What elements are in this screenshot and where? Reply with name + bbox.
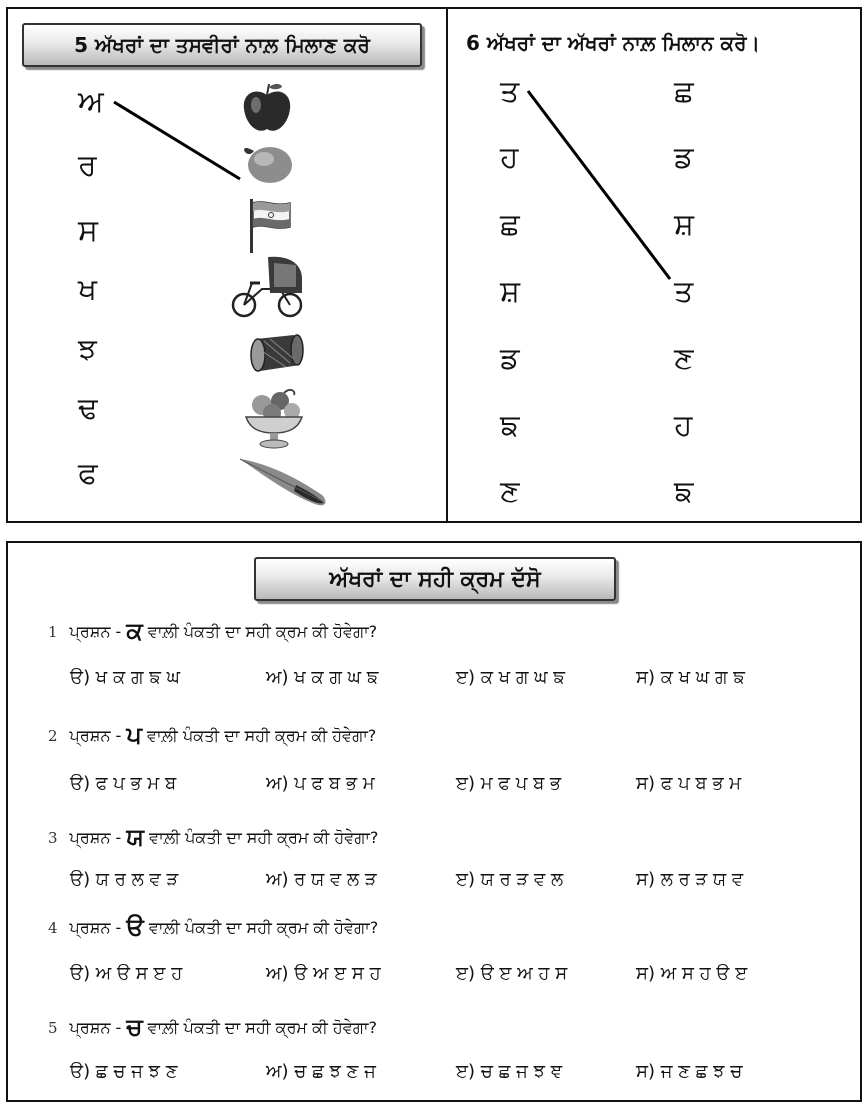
ex5-letter-2[interactable]: ਰ: [78, 148, 97, 183]
option-b[interactable]: ਅ) ਪ ਫ ਬ ਭ ਮ: [266, 773, 375, 794]
question-number: 3: [48, 829, 58, 847]
option-a[interactable]: ੳ) ਛ ਚ ਜ ਝ ਣ: [70, 1061, 178, 1082]
ex6-left-letter-3[interactable]: ਛ: [500, 207, 520, 242]
option-d[interactable]: ਸ) ਕ ਖ ਘ ਗ ਙ: [636, 667, 745, 688]
option-d[interactable]: ਸ) ਫ ਪ ਬ ਭ ਮ: [636, 773, 742, 794]
ex5-letter-3[interactable]: ਸ: [78, 213, 98, 248]
option-c[interactable]: ੲ) ਕ ਖ ਗ ਘ ਙ: [456, 667, 565, 688]
option-c[interactable]: ੲ) ਮ ਫ ਪ ਬ ਭ: [456, 773, 562, 794]
option-d[interactable]: ਸ) ਜ ਣ ਛ ਝ ਚ: [636, 1061, 743, 1082]
option-b[interactable]: ਅ) ਖ ਕ ਗ ਘ ਙ: [266, 667, 379, 688]
ex6-right-letter-4[interactable]: ਤ: [674, 274, 694, 309]
question-3: [48, 823, 378, 851]
ex5-match-line: [8, 9, 448, 523]
question-key-letter: ਕ: [126, 617, 143, 645]
ex6-left-letter-4[interactable]: ਸ਼: [500, 274, 520, 309]
question-prefix: ਪ੍ਰਸ਼ਨ -: [69, 828, 127, 847]
ex5-letter-1[interactable]: ਅ: [78, 84, 104, 119]
question-key-letter: ਪ: [126, 721, 142, 749]
option-b[interactable]: ਅ) ੳ ਅ ੲ ਸ ਹ: [266, 963, 381, 984]
question-number: 4: [48, 919, 58, 937]
question-text: ਵਾਲ਼ੀ ਪੰਕਤੀ ਦਾ ਸਹੀ ਕ੍ਰਮ ਕੀ ਹੋਵੇਗਾ?: [141, 726, 377, 745]
question-number: 1: [48, 623, 58, 641]
ex6-right-letter-2[interactable]: ਡ: [674, 140, 694, 175]
question-number: 2: [48, 727, 58, 745]
question-5: [48, 1013, 377, 1041]
ex6-left-letter-1[interactable]: ਤ: [500, 74, 520, 109]
ex6-left-letter-7[interactable]: ਣ: [500, 474, 520, 509]
ex6-right-letter-5[interactable]: ਣ: [674, 341, 694, 376]
ordering-panel: [6, 541, 862, 1102]
option-a[interactable]: ੳ) ਖ ਕ ਗ ਙ ਘ: [70, 667, 180, 688]
question-text: ਵਾਲ਼ੀ ਪੰਕਤੀ ਦਾ ਸਹੀ ਕ੍ਰਮ ਕੀ ਹੋਵੇਗਾ?: [143, 918, 379, 937]
exercise-6-title: 6 ਅੱਖਰਾਂ ਦਾ ਅੱਖਰਾਂ ਨਾਲ਼ ਮਿਲਾਨ ਕਰੋ।: [466, 31, 760, 55]
ordering-title: ਅੱਖਰਾਂ ਦਾ ਸਹੀ ਕ੍ਰਮ ਦੱਸੋ: [254, 557, 616, 601]
option-c[interactable]: ੲ) ੳ ੲ ਅ ਹ ਸ: [456, 963, 568, 984]
question-key-letter: ਚ: [126, 1013, 143, 1041]
ex6-right-letter-1[interactable]: ਛ: [674, 74, 694, 109]
question-1: [48, 617, 377, 645]
question-2: [48, 721, 376, 749]
question-key-letter: ੳ: [126, 913, 144, 941]
option-c[interactable]: ੲ) ਯ ਰ ੜ ਵ ਲ: [456, 869, 564, 890]
ex6-left-letter-6[interactable]: ਙ: [500, 408, 520, 443]
ex5-letter-4[interactable]: ਖ: [78, 272, 98, 307]
ex6-left-letter-5[interactable]: ਡ: [500, 341, 520, 376]
ex5-letter-7[interactable]: ਫ: [78, 456, 98, 491]
exercise-5-panel: [6, 7, 448, 523]
option-a[interactable]: ੳ) ਅ ੳ ਸ ੲ ਹ: [70, 963, 183, 984]
question-prefix: ਪ੍ਰਸ਼ਨ -: [69, 726, 127, 745]
ex6-right-letter-3[interactable]: ਸ਼: [674, 207, 694, 242]
exercise-6-panel: [446, 7, 862, 523]
option-b[interactable]: ਅ) ਰ ਯ ਵ ਲ ੜ: [266, 869, 377, 890]
ex5-letter-5[interactable]: ਝ: [78, 332, 97, 367]
exercise-5-title: 5 ਅੱਖਰਾਂ ਦਾ ਤਸਵੀਰਾਂ ਨਾਲ਼ ਮਿਲਾਣ ਕਰੋ: [22, 23, 422, 67]
ex6-right-letter-7[interactable]: ਙ: [674, 474, 694, 509]
ex6-left-letter-2[interactable]: ਹ: [500, 140, 519, 175]
question-text: ਵਾਲ਼ੀ ਪੰਕਤੀ ਦਾ ਸਹੀ ਕ੍ਰਮ ਕੀ ਹੋਵੇਗਾ?: [142, 1018, 377, 1037]
question-prefix: ਪ੍ਰਸ਼ਨ -: [69, 622, 127, 641]
question-prefix: ਪ੍ਰਸ਼ਨ -: [69, 1018, 127, 1037]
ex5-letter-6[interactable]: ਢ: [78, 391, 98, 426]
option-b[interactable]: ਅ) ਚ ਛ ਝ ਣ ਜ: [266, 1061, 376, 1082]
question-text: ਵਾਲ਼ੀ ਪੰਕਤੀ ਦਾ ਸਹੀ ਕ੍ਰਮ ਕੀ ਹੋਵੇਗਾ?: [144, 828, 379, 847]
ex6-right-letter-6[interactable]: ਹ: [674, 408, 693, 443]
option-c[interactable]: ੲ) ਚ ਛ ਜ ਝ ਞ: [456, 1061, 563, 1082]
ex6-match-line: [448, 9, 862, 523]
option-d[interactable]: ਸ) ਲ ਰ ੜ ਯ ਵ: [636, 869, 744, 890]
question-prefix: ਪ੍ਰਸ਼ਨ -: [69, 918, 127, 937]
option-a[interactable]: ੳ) ਯ ਰ ਲ ਵ ੜ: [70, 869, 179, 890]
option-a[interactable]: ੳ) ਫ ਪ ਭ ਮ ਬ: [70, 773, 177, 794]
question-key-letter: ਯ: [126, 823, 145, 851]
question-4: [48, 913, 378, 941]
question-number: 5: [48, 1019, 58, 1037]
option-d[interactable]: ਸ) ਅ ਸ ਹ ੳ ੲ: [636, 963, 748, 984]
question-text: ਵਾਲ਼ੀ ਪੰਕਤੀ ਦਾ ਸਹੀ ਕ੍ਰਮ ਕੀ ਹੋਵੇਗਾ?: [142, 622, 378, 641]
